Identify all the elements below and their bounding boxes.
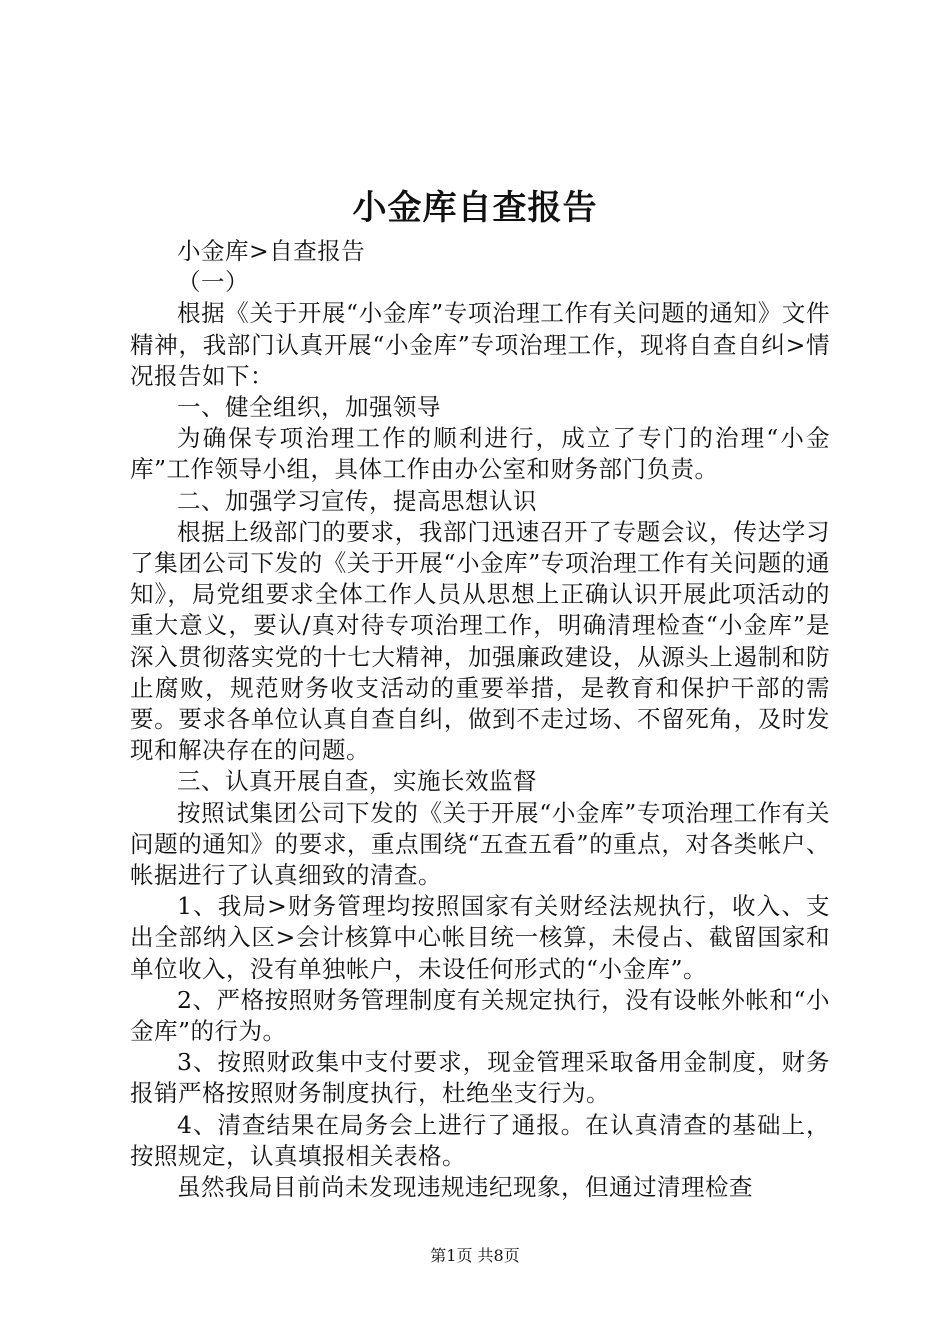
list-item: 1、我局>财务管理均按照国家有关财经法规执行，收入、支出全部纳入区>会计核算中心帐目统一核算，未侵占、截留国家和单位收入，没有单独帐户，未设任何形式的“小金库”。 bbox=[130, 892, 830, 983]
paragraph: 小金库>自查报告 bbox=[177, 237, 366, 265]
section-heading: 一、健全组织，加强领导 bbox=[177, 393, 441, 422]
paragraph: 为确保专项治理工作的顺利进行，成立了专门的治理“小金库”工作领导小组，具体工作由办公室和财务部门负责。 bbox=[130, 424, 830, 484]
page-number-footer: 第1页 共8页 bbox=[430, 1246, 520, 1265]
paragraph: （一） bbox=[177, 268, 249, 297]
paragraph: 根据上级部门的要求，我部门迅速召开了专题会议，传达学习了集团公司下发的《关于开展“小金库”专项治理工作有关问题的通知》，局党组要求全体工作人员从思想上正确认识开展此项活动的重大意义，要认/真对待专项治理工作，明确清理检查“小金库”是深入贯彻落实党的十七大精神，加强廉政建设，从源头上遏制和防止腐败，规范财务收支活动的重要举措，是教育和保护干部的需要。要求各单位认真自查自纠，做到不走过场、不留死角，及时发现和解决存在的问题。 bbox=[130, 517, 830, 765]
document-title: 小金库自查报告 bbox=[352, 188, 598, 228]
section-heading: 二、加强学习宣传，提高思想认识 bbox=[177, 486, 537, 515]
list-item: 4、清查结果在局务会上进行了通报。在认真清查的基础上，按照规定，认真填报相关表格。 bbox=[130, 1110, 830, 1170]
paragraph: 按照试集团公司下发的《关于开展“小金库”专项治理工作有关问题的通知》的要求，重点围绕“五查五看”的重点，对各类帐户、帐据进行了认真细致的清查。 bbox=[130, 798, 830, 890]
list-item: 2、严格按照财务管理制度有关规定执行，没有设帐外帐和“小金库”的行为。 bbox=[130, 985, 830, 1046]
document-body bbox=[130, 236, 830, 1203]
section-heading: 三、认真开展自查，实施长效监督 bbox=[177, 767, 537, 796]
paragraph: 根据《关于开展“小金库”专项治理工作有关问题的通知》文件精神，我部门认真开展“小金库”专项治理工作，现将自查自纠>情况报告如下： bbox=[130, 299, 830, 390]
paragraph: 虽然我局目前尚未发现违规违纪现象，但通过清理检查 bbox=[177, 1173, 753, 1202]
list-item: 3、按照财政集中支付要求，现金管理采取备用金制度，财务报销严格按照财务制度执行，杜绝坐支行为。 bbox=[130, 1048, 830, 1108]
